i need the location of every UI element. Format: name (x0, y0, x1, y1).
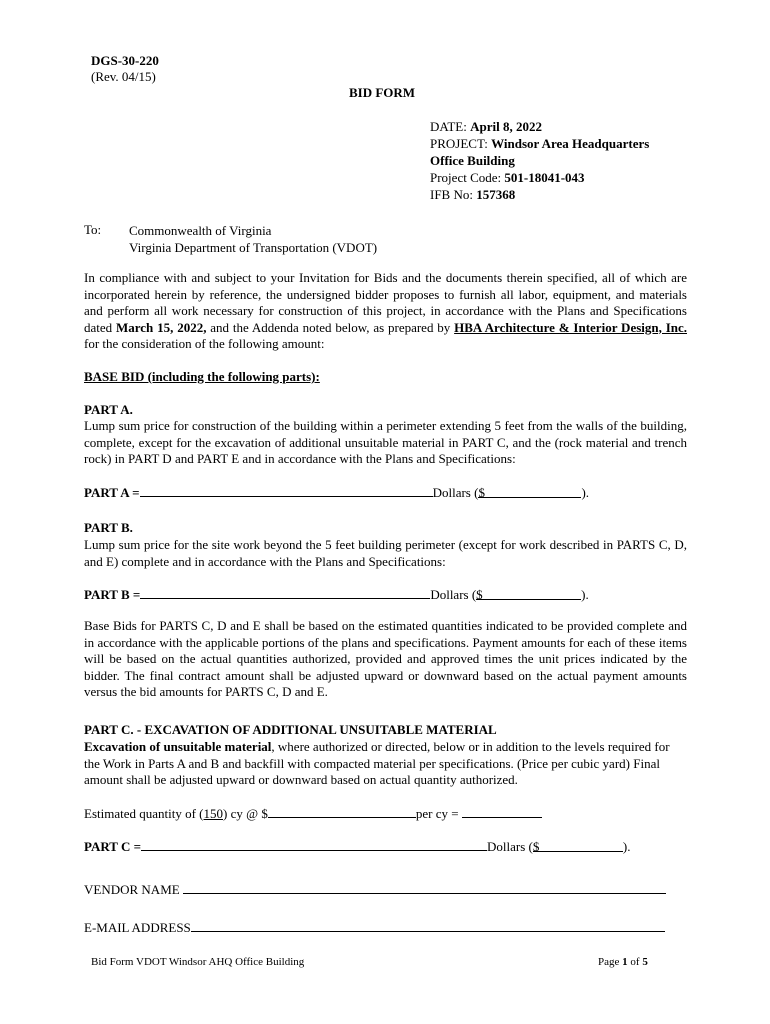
part-b-amount-row: PART B = Dollars ($ ). (84, 587, 589, 602)
part-b-heading: PART B. (84, 520, 133, 535)
part-b-amount-field[interactable] (140, 586, 430, 599)
date-line: DATE: April 8, 2022 (430, 119, 542, 134)
part-a-text: Lump sum price for construction of the building within a perimeter extending 5 feet from the walls of the building, complete, except for the excavation of additional unsuitable material in PART C, and the (rock material and trench rock) in PART D and PART E and in accordance with the Plans and Specifications: (84, 418, 687, 466)
email-row: E-MAIL ADDRESS (84, 919, 665, 936)
project-value: Windsor Area Headquarters (491, 136, 650, 151)
date-value: April 8, 2022 (470, 119, 542, 134)
extended-price-field[interactable] (462, 805, 542, 818)
email-field[interactable] (191, 919, 665, 932)
ifb-line: IFB No: 157368 (430, 187, 516, 202)
part-c-amount-field[interactable] (141, 838, 487, 851)
project-code-line: Project Code: 501-18041-043 (430, 170, 585, 185)
intro-paragraph: In compliance with and subject to your Invitation for Bids and the documents therein specified, all of which are incorporated herein by reference, the undersigned bidder proposes to furnish all labor, equipment, and materials and perform all work necessary for construction of this project, in accordance with the Plans and Specifications dated March 15, 2022, and the Addenda noted below, as prepared by HBA Architecture & Interior Design, Inc. for the consideration of the following amount: (84, 270, 687, 351)
form-code: DGS-30-220 (91, 53, 159, 68)
part-c-dollar-field[interactable]: $ (533, 839, 623, 852)
part-a-dollar-field[interactable]: $ (478, 485, 581, 498)
part-a-amount-row: PART A = Dollars ($ ). (84, 485, 590, 500)
project-value-cont: Office Building (430, 153, 515, 168)
part-c-heading: PART C. - EXCAVATION OF ADDITIONAL UNSUITABLE MATERIAL (84, 722, 497, 737)
part-b-dollar-field[interactable]: $ (476, 587, 581, 600)
vendor-name-row: VENDOR NAME (84, 881, 666, 898)
to-label: To: (84, 222, 102, 237)
part-c-text: Excavation of unsuitable material, where authorized or directed, below or in addition to the levels required for the Work in Parts A and B and backfill with compacted material per specifications. (Price per cubic yard) Final amount shall be adjusted upward or downward based on actual quantity authorized. (84, 739, 670, 787)
footer-title: Bid Form VDOT Windsor AHQ Office Building (91, 956, 305, 968)
project-code-value: 501-18041-043 (504, 170, 585, 185)
part-a-amount-field[interactable] (140, 484, 433, 497)
page-title: BID FORM (349, 85, 416, 100)
part-a-heading: PART A. (84, 402, 133, 417)
project-info (430, 118, 649, 203)
recipient: Commonwealth of Virginia Virginia Department of Transportation (VDOT) (129, 223, 378, 255)
part-b-text: Lump sum price for the site work beyond the 5 feet building perimeter (except for work described in PARTS C, D, and E) complete and in accordance with the Plans and Specifications: (84, 537, 687, 569)
page-number: Page 1 of 5 (598, 956, 648, 968)
part-c-amount-row: PART C = Dollars ($ ). (84, 839, 631, 854)
architect-name: HBA Architecture & Interior Design, Inc. (454, 319, 687, 335)
spec-date: March 15, 2022, (115, 319, 207, 335)
quantity-value: 150 (203, 806, 224, 821)
base-bid-heading: BASE BID (including the following parts): (84, 369, 320, 384)
unit-price-field[interactable] (268, 805, 416, 818)
estimated-quantity-row: Estimated quantity of (150) cy @ $ per cy = (84, 805, 542, 822)
project-line: PROJECT: Windsor Area Headquarters (430, 136, 650, 151)
ifb-value: 157368 (476, 187, 516, 202)
vendor-name-field[interactable] (183, 881, 666, 894)
base-bids-note: Base Bids for PARTS C, D and E shall be based on the estimated quantities indicated to be provided complete and in accordance with the applicable portions of the plans and specifications. Payment amounts for each of these items will be based on the actual quantities authorized, provided and approved times the unit prices indicated by the bidder. The final contract amount shall be adjusted upward or downward based on the actual payment amounts versus the bid amounts for PARTS C, D and E. (84, 618, 687, 699)
revision: (Rev. 04/15) (91, 69, 156, 84)
